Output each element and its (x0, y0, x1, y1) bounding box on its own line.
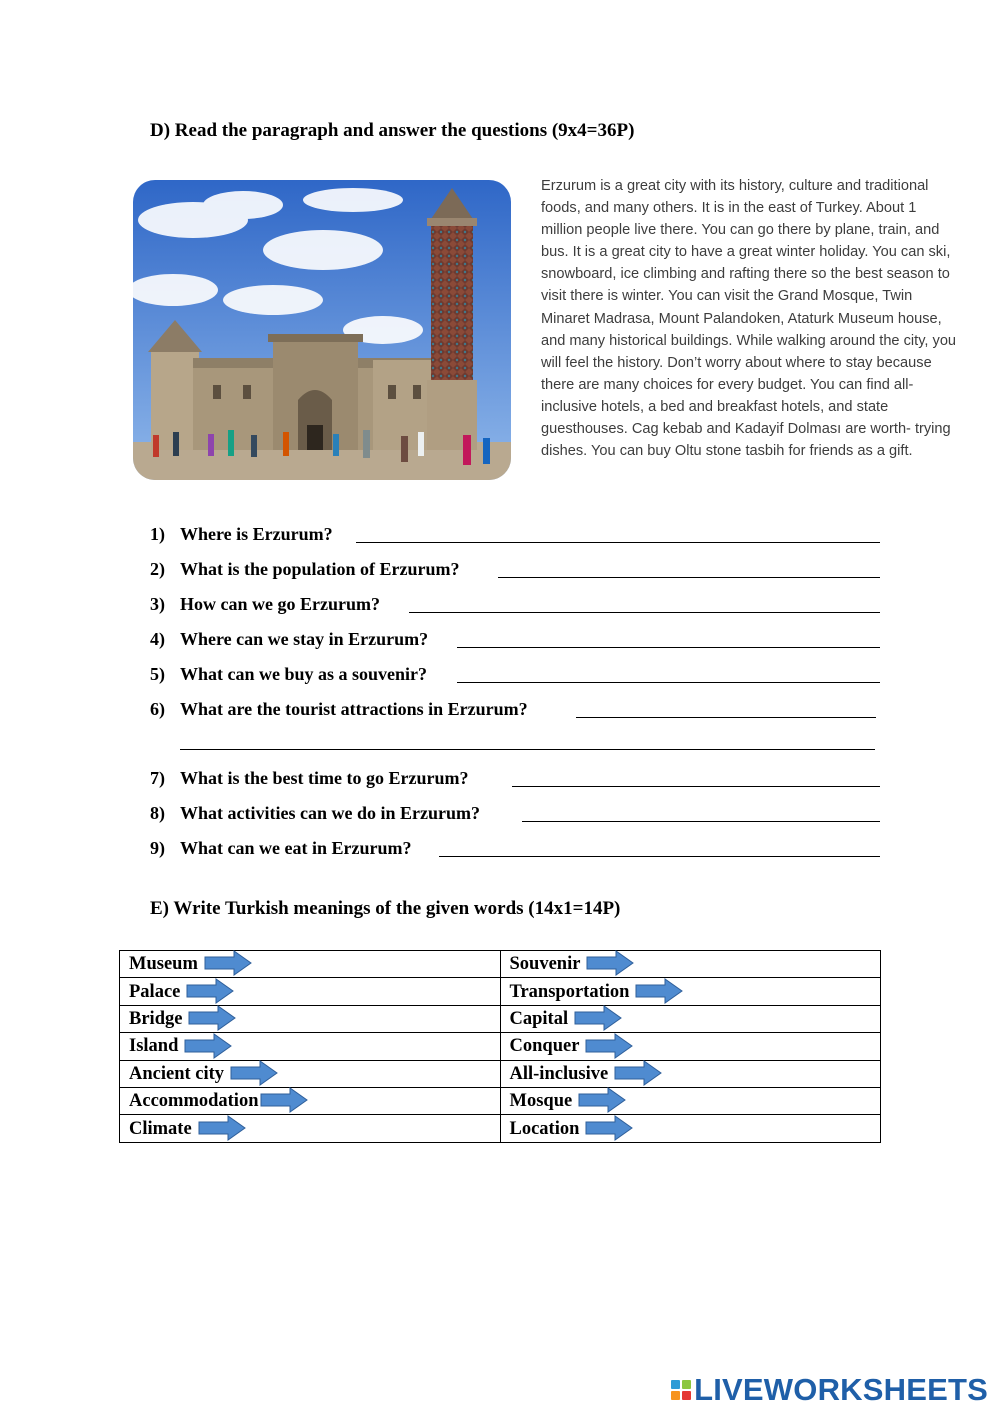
word-cell (500, 1033, 881, 1060)
answer-line-7[interactable] (512, 786, 880, 787)
word-label: Souvenir (509, 954, 581, 975)
table-row (120, 1115, 881, 1142)
arrow-right-icon[interactable] (574, 1005, 622, 1031)
vocabulary-table (119, 950, 881, 1143)
answer-line-5[interactable] (457, 682, 880, 683)
word-label: Capital (509, 1008, 569, 1029)
question-text: What is the population of Erzurum? (180, 559, 460, 579)
arrow-right-icon[interactable] (186, 978, 234, 1004)
arrow-right-icon[interactable] (184, 1033, 232, 1059)
erzurum-paragraph: Erzurum is a great city with its history, culture and traditional foods, and many others. It is in the east of Turkey. About 1 million people live there. You can go there by plane, train, and bus. It is a great city to have a great winter holiday. You can ski, snowboard, ice climbing and rafting there so the best season to visit there is winter. You can visit the Grand Mosque, Twin Minaret Madrasa, Mount Palandoken, Ataturk Museum house, and many historical buildings. While walking around the city, you will feel the history. Don’t worry about where to stay because there are many choices for every budget. You can find all-inclusive hotels, a bed and breakfast hotels, and state guesthouses. Cag kebab and Kadayif Dolması are worth- trying dishes. You can buy Oltu stone tasbih for friends as a gift. (541, 178, 957, 460)
table-row (120, 951, 881, 978)
arrow-right-icon[interactable] (586, 950, 634, 976)
question-text: What is the best time to go Erzurum? (180, 768, 469, 788)
word-cell (500, 1060, 881, 1087)
section-d-title: D) Read the paragraph and answer the questions (9x4=36P) (150, 120, 635, 141)
question-7 (150, 767, 468, 789)
answer-line-6b[interactable] (180, 749, 875, 750)
question-number: 9) (150, 838, 165, 858)
word-cell (120, 1087, 501, 1114)
arrow-right-icon[interactable] (635, 978, 683, 1004)
word-label: Accommodation (129, 1091, 259, 1112)
question-number: 7) (150, 768, 165, 788)
word-label: Ancient city (129, 1063, 225, 1084)
arrow-right-icon[interactable] (204, 950, 252, 976)
answer-line-8[interactable] (522, 821, 880, 822)
question-6 (150, 698, 528, 720)
arrow-right-icon[interactable] (614, 1060, 662, 1086)
answer-line-9[interactable] (439, 856, 880, 857)
erzurum-madrasa-photo (133, 180, 511, 480)
answer-line-3[interactable] (409, 612, 880, 613)
word-label: Island (129, 1036, 179, 1057)
word-label: Location (509, 1118, 580, 1139)
question-8 (150, 802, 480, 824)
question-text: What are the tourist attractions in Erzurum? (180, 699, 528, 719)
table-row (120, 1087, 881, 1114)
question-number: 6) (150, 699, 165, 719)
question-number: 8) (150, 803, 165, 823)
question-text: What activities can we do in Erzurum? (180, 803, 480, 823)
word-cell (500, 1115, 881, 1142)
answer-line-1[interactable] (356, 542, 880, 543)
question-text: What can we eat in Erzurum? (180, 838, 412, 858)
table-row (120, 978, 881, 1005)
arrow-right-icon[interactable] (230, 1060, 278, 1086)
word-label: Museum (129, 954, 198, 975)
question-number: 2) (150, 559, 165, 579)
word-cell (500, 1087, 881, 1114)
word-cell (120, 1033, 501, 1060)
section-e-title: E) Write Turkish meanings of the given words (14x1=14P) (150, 898, 621, 919)
word-cell (120, 1115, 501, 1142)
word-cell (500, 978, 881, 1005)
word-label: Palace (129, 981, 181, 1002)
question-number: 1) (150, 524, 165, 544)
answer-line-6[interactable] (576, 717, 876, 718)
arrow-right-icon[interactable] (188, 1005, 236, 1031)
arrow-right-icon[interactable] (260, 1087, 308, 1113)
word-label: Bridge (129, 1008, 183, 1029)
word-label: Transportation (509, 981, 630, 1002)
question-number: 3) (150, 594, 165, 614)
question-text: How can we go Erzurum? (180, 594, 380, 614)
word-label: All-inclusive (509, 1063, 609, 1084)
word-cell (500, 1005, 881, 1032)
brand-name: LIVEWORKSHEETS (694, 1372, 988, 1407)
answer-line-2[interactable] (498, 577, 880, 578)
question-9 (150, 837, 411, 859)
word-label: Conquer (509, 1036, 580, 1057)
arrow-right-icon[interactable] (585, 1033, 633, 1059)
question-number: 4) (150, 629, 165, 649)
word-label: Mosque (509, 1091, 573, 1112)
question-3 (150, 593, 380, 615)
arrow-right-icon[interactable] (198, 1115, 246, 1141)
answer-line-4[interactable] (457, 647, 880, 648)
question-text: Where is Erzurum? (180, 524, 333, 544)
word-label: Climate (129, 1118, 192, 1139)
word-cell (120, 1060, 501, 1087)
question-2 (150, 558, 460, 580)
word-cell (120, 1005, 501, 1032)
question-text: Where can we stay in Erzurum? (180, 629, 429, 649)
question-5 (150, 663, 427, 685)
table-row (120, 1060, 881, 1087)
table-row (120, 1033, 881, 1060)
liveworksheets-logo-icon (671, 1380, 691, 1400)
question-4 (150, 628, 428, 650)
question-1 (150, 523, 333, 545)
table-row (120, 1005, 881, 1032)
liveworksheets-brand[interactable] (671, 1371, 988, 1409)
arrow-right-icon[interactable] (578, 1087, 626, 1113)
arrow-right-icon[interactable] (585, 1115, 633, 1141)
question-text: What can we buy as a souvenir? (180, 664, 428, 684)
word-cell (120, 978, 501, 1005)
question-number: 5) (150, 664, 165, 684)
word-cell (500, 951, 881, 978)
word-cell (120, 951, 501, 978)
